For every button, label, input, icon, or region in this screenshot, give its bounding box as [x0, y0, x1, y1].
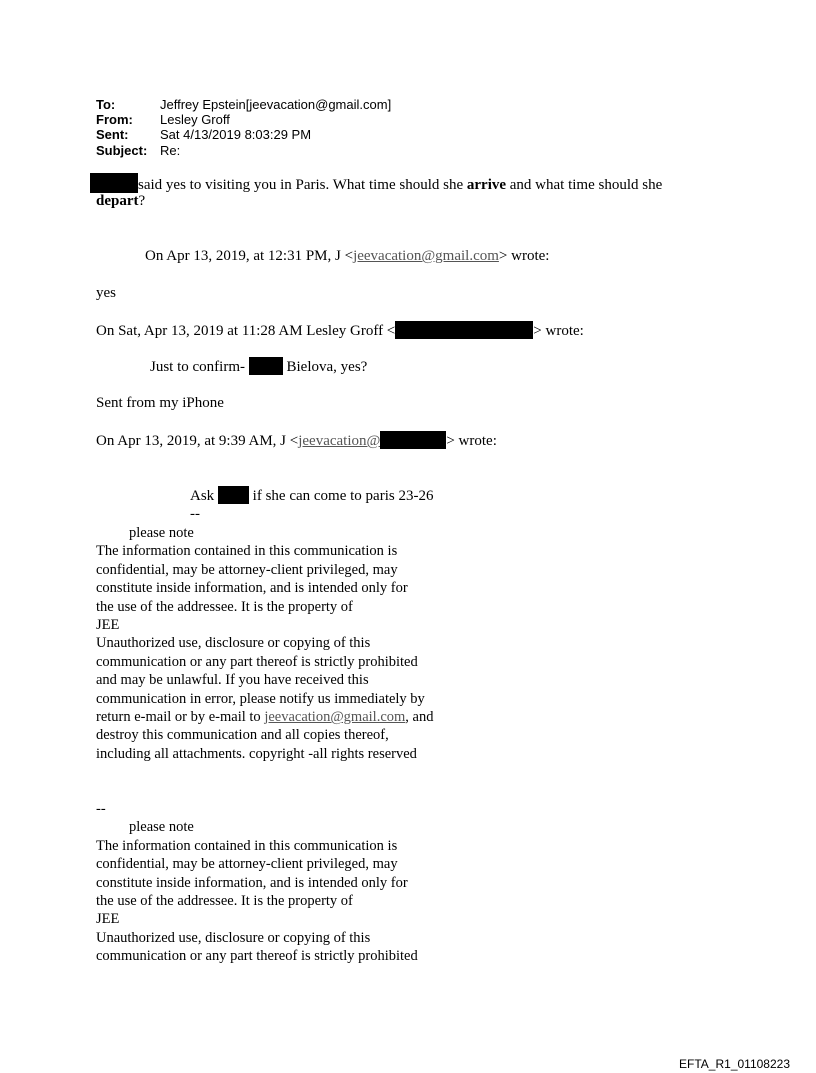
to-label: To:	[96, 97, 116, 112]
please-note: please note	[129, 525, 194, 541]
redaction-box	[90, 173, 138, 193]
sent-label: Sent:	[96, 127, 129, 142]
disclaimer-block-1: please note The information contained in this communication is confidential, may be attorney-client privileged, may constitute inside information, and is intended only for the use of the addressee. It is the property of JEE Unauthorized use, disclosure or copying of this communication or any part thereof is strictly prohibited and may be unlawful. If you have received this communication in error, please notify us immediately by return e-mail or by e-mail to jeevacation@gmail.com, and destroy this communication and all copies thereof, including all attachments. copyright -all rights reserved	[96, 525, 434, 762]
email-link[interactable]: jeevacation@gmail.com	[264, 709, 406, 726]
quote-header-1: On Apr 13, 2019, at 12:31 PM, J <jeevacation@gmail.com> wrote:	[145, 248, 550, 264]
document-id: EFTA_R1_01108223	[679, 1057, 790, 1071]
body-line-2: depart?	[96, 193, 146, 209]
quote-header-3: On Apr 13, 2019, at 9:39 AM, J <jeevacation@ > wrote:	[96, 433, 497, 449]
quote-header-2: On Sat, Apr 13, 2019 at 11:28 AM Lesley Groff < > wrote:	[96, 323, 584, 339]
redaction-box	[249, 357, 283, 375]
subject-value: Re:	[160, 143, 181, 158]
email-link[interactable]: jeevacation@gmail.com	[353, 248, 499, 264]
from-label: From:	[96, 112, 133, 127]
from-value: Lesley Groff	[160, 112, 230, 127]
body-line-1: said yes to visiting you in Paris. What time should she arrive and what time should she	[90, 173, 662, 194]
to-value: Jeffrey Epstein[jeevacation@gmail.com]	[160, 97, 392, 112]
disclaimer-block-2: -- please note The information contained in this communication is confidential, may be attorney-client privileged, may constitute inside information, and is intended only for the use of the addressee. It is the property of JEE Unauthorized use, disclosure or copying of this communication or any part thereof is strictly prohibited	[96, 801, 418, 965]
confirm-line: Just to confirm- Bielova, yes?	[150, 359, 368, 375]
redaction-box	[218, 486, 249, 504]
ask-line: Ask if she can come to paris 23-26	[190, 488, 434, 504]
sent-value: Sat 4/13/2019 8:03:29 PM	[160, 127, 312, 142]
email-link[interactable]: jeevacation@	[298, 433, 381, 449]
please-note: please note	[129, 819, 194, 836]
redaction-box	[395, 321, 533, 339]
signature-separator: --	[96, 801, 106, 817]
redaction-box	[380, 431, 446, 449]
sent-from-line: Sent from my iPhone	[96, 395, 224, 411]
subject-label: Subject:	[96, 143, 148, 158]
signature-separator: --	[190, 506, 200, 522]
reply-yes: yes	[96, 285, 116, 301]
